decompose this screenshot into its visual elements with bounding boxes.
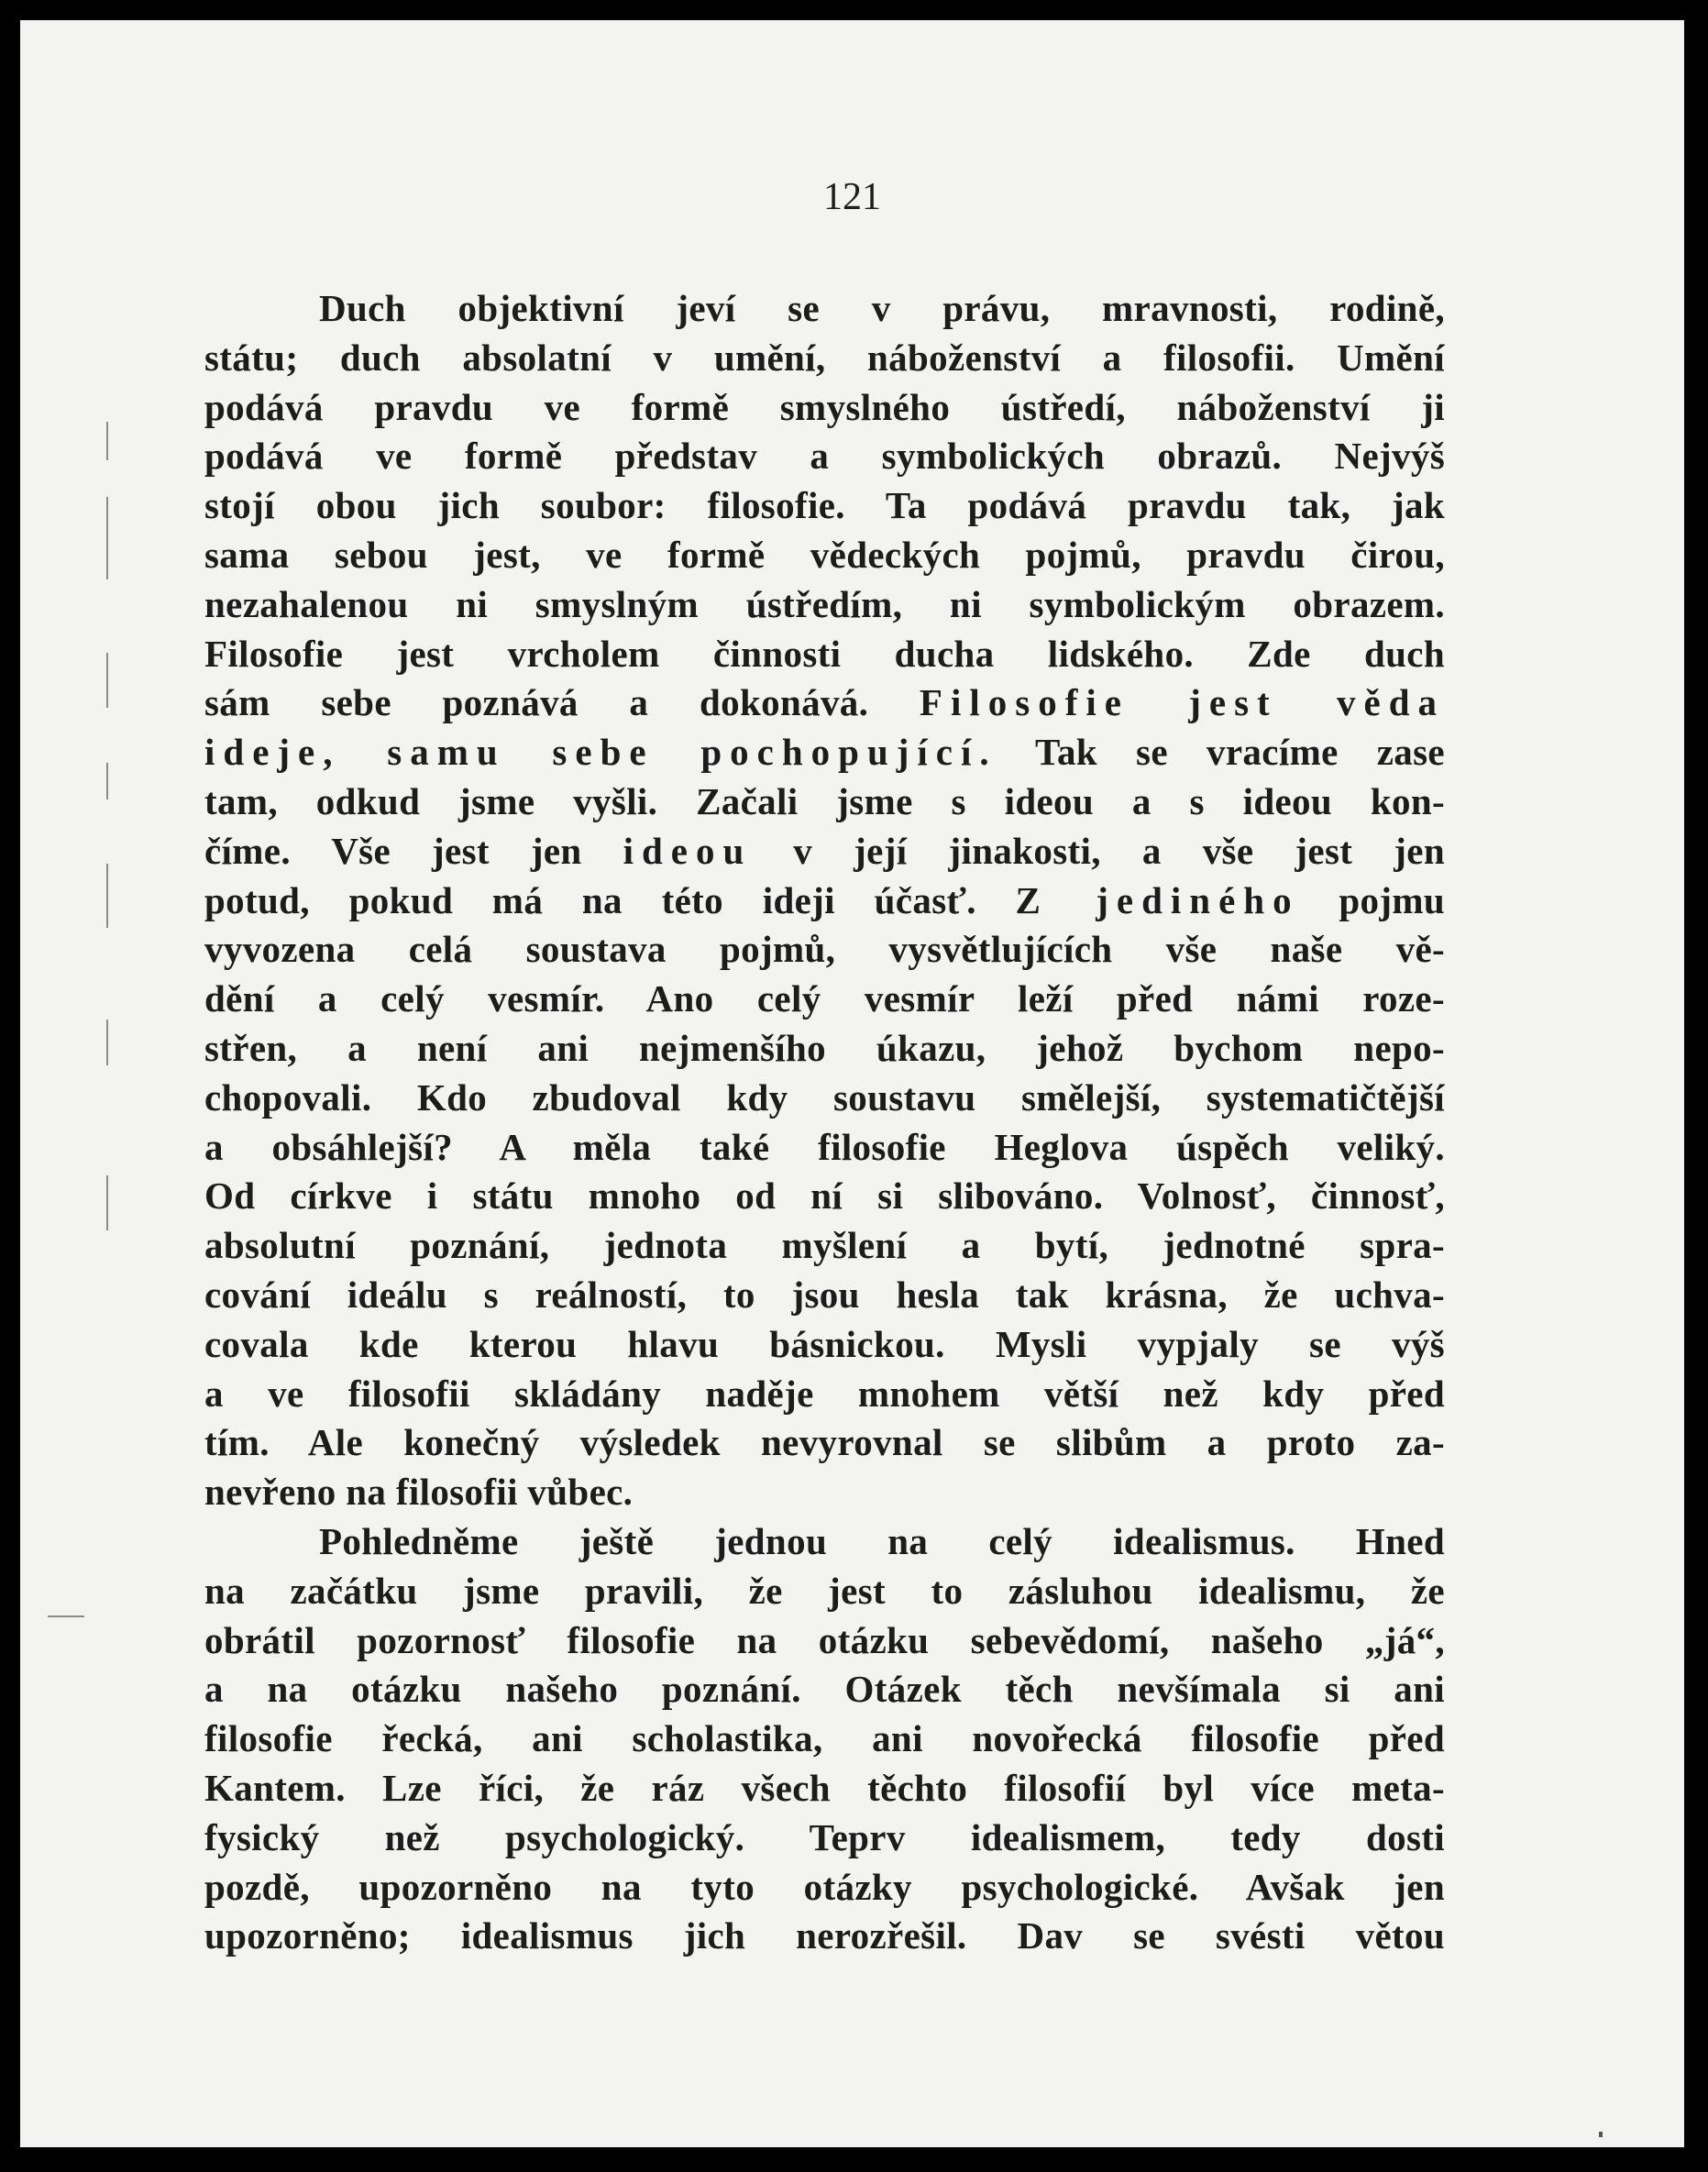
- text-line: sama sebou jest, ve formě vědeckých pojmů, pravdu čirou,: [204, 533, 1445, 576]
- emphasized-text: ideou: [623, 829, 753, 872]
- text-line: Filosofie jest vrcholem činnosti ducha lidského. Zde duch: [204, 632, 1445, 675]
- text-line: upozorněno; idealismus jich nerozřešil. Dav se svésti větou: [204, 1914, 1445, 1957]
- text-line: státu; duch absolatní v umění, náboženství a filosofii. Umění: [204, 336, 1445, 379]
- text-line: a ve filosofii skládány naděje mnohem větší než kdy před: [204, 1372, 1445, 1415]
- text-line: covala kde kterou hlavu básnickou. Mysli vypjaly se výš: [204, 1322, 1445, 1365]
- text-line: fysický než psychologický. Teprv idealismem, tedy dosti: [204, 1815, 1445, 1858]
- text-line: ideje, samu sebe pochopující. Tak se vracíme zase: [204, 731, 1445, 774]
- scan-mark: [106, 763, 108, 799]
- scan-mark: [1599, 2132, 1603, 2137]
- scan-mark: [106, 422, 108, 460]
- text-line: nezahalenou ni smyslným ústředím, ni symbolickým obrazem.: [204, 582, 1445, 625]
- text-line: absolutní poznání, jednota myšlení a bytí, jednotné spra-: [204, 1224, 1445, 1267]
- text-line: vyvozena celá soustava pojmů, vysvětlujících vše naše vě-: [204, 928, 1445, 971]
- text-line: cování ideálu s reálností, to jsou hesla tak krásna, že uchva-: [204, 1273, 1445, 1316]
- scan-mark: [106, 653, 108, 708]
- text-line: obrátil pozornosť filosofie na otázku sebevědomí, našeho „já“,: [204, 1618, 1445, 1661]
- text-line: Duch objektivní jeví se v právu, mravnosti, rodině,: [319, 287, 1445, 329]
- text-line: na začátku jsme pravili, že jest to zásluhou idealismu, že: [204, 1569, 1445, 1612]
- text-line: tam, odkud jsme vyšli. Začali jsme s ideou a s ideou kon-: [204, 779, 1445, 822]
- scan-border-right: [1684, 20, 1708, 2172]
- text-line: filosofie řecká, ani scholastika, ani novořecká filosofie před: [204, 1717, 1445, 1760]
- emphasized-text: Z jediného: [1015, 878, 1300, 921]
- text-line: nevřeno na filosofii vůbec.: [204, 1471, 634, 1514]
- scan-mark: [48, 1615, 84, 1617]
- book-page: [20, 20, 1684, 2147]
- scan-mark: [106, 497, 108, 579]
- text-line: Kantem. Lze říci, že ráz všech těchto filosofií byl více meta-: [204, 1766, 1445, 1809]
- scan-mark: [106, 1020, 108, 1065]
- scan-mark: [106, 1175, 108, 1230]
- text-line: a na otázku našeho poznání. Otázek těch nevšímala si ani: [204, 1668, 1445, 1711]
- text-line: dění a celý vesmír. Ano celý vesmír leží před námi roze-: [204, 977, 1445, 1020]
- emphasized-text: ideje, samu sebe pochopující.: [204, 731, 997, 774]
- text-line: chopovali. Kdo zbudoval kdy soustavu smělejší, systematičtější: [204, 1075, 1445, 1119]
- text-line: podává pravdu ve formě smyslného ústředí, náboženství ji: [204, 385, 1445, 428]
- text-line: střen, a není ani nejmenšího úkazu, jehož bychom nepo-: [204, 1026, 1445, 1069]
- text-line: potud, pokud má na této ideji účasť. Z jediného pojmu: [204, 878, 1445, 921]
- scan-border-bottom: [0, 2147, 1708, 2172]
- text-line: stojí obou jich soubor: filosofie. Ta podává pravdu tak, jak: [204, 484, 1445, 527]
- text-line: a obsáhlejší? A měla také filosofie Heglova úspěch veliký.: [204, 1125, 1445, 1168]
- body-text: [204, 284, 1445, 1961]
- text-line: pozdě, upozorněno na tyto otázky psychologické. Avšak jen: [204, 1865, 1445, 1908]
- text-line: sám sebe poznává a dokonává. Filosofie jest věda: [204, 681, 1445, 724]
- text-line: podává ve formě představ a symbolických obrazů. Nejvýš: [204, 435, 1445, 478]
- text-line: číme. Vše jest jen ideou v její jinakosti, a vše jest jen: [204, 829, 1445, 872]
- text-line: Pohledněme ještě jednou na celý idealismus. Hned: [319, 1519, 1445, 1562]
- scan-mark: [106, 864, 108, 928]
- page-number: 121: [823, 176, 881, 218]
- emphasized-text: Filosofie jest věda: [919, 681, 1445, 724]
- text-line: Od církve i státu mnoho od ní si slibováno. Volnosť, činnosť,: [204, 1174, 1445, 1218]
- text-line: tím. Ale konečný výsledek nevyrovnal se slibům a proto za-: [204, 1421, 1445, 1464]
